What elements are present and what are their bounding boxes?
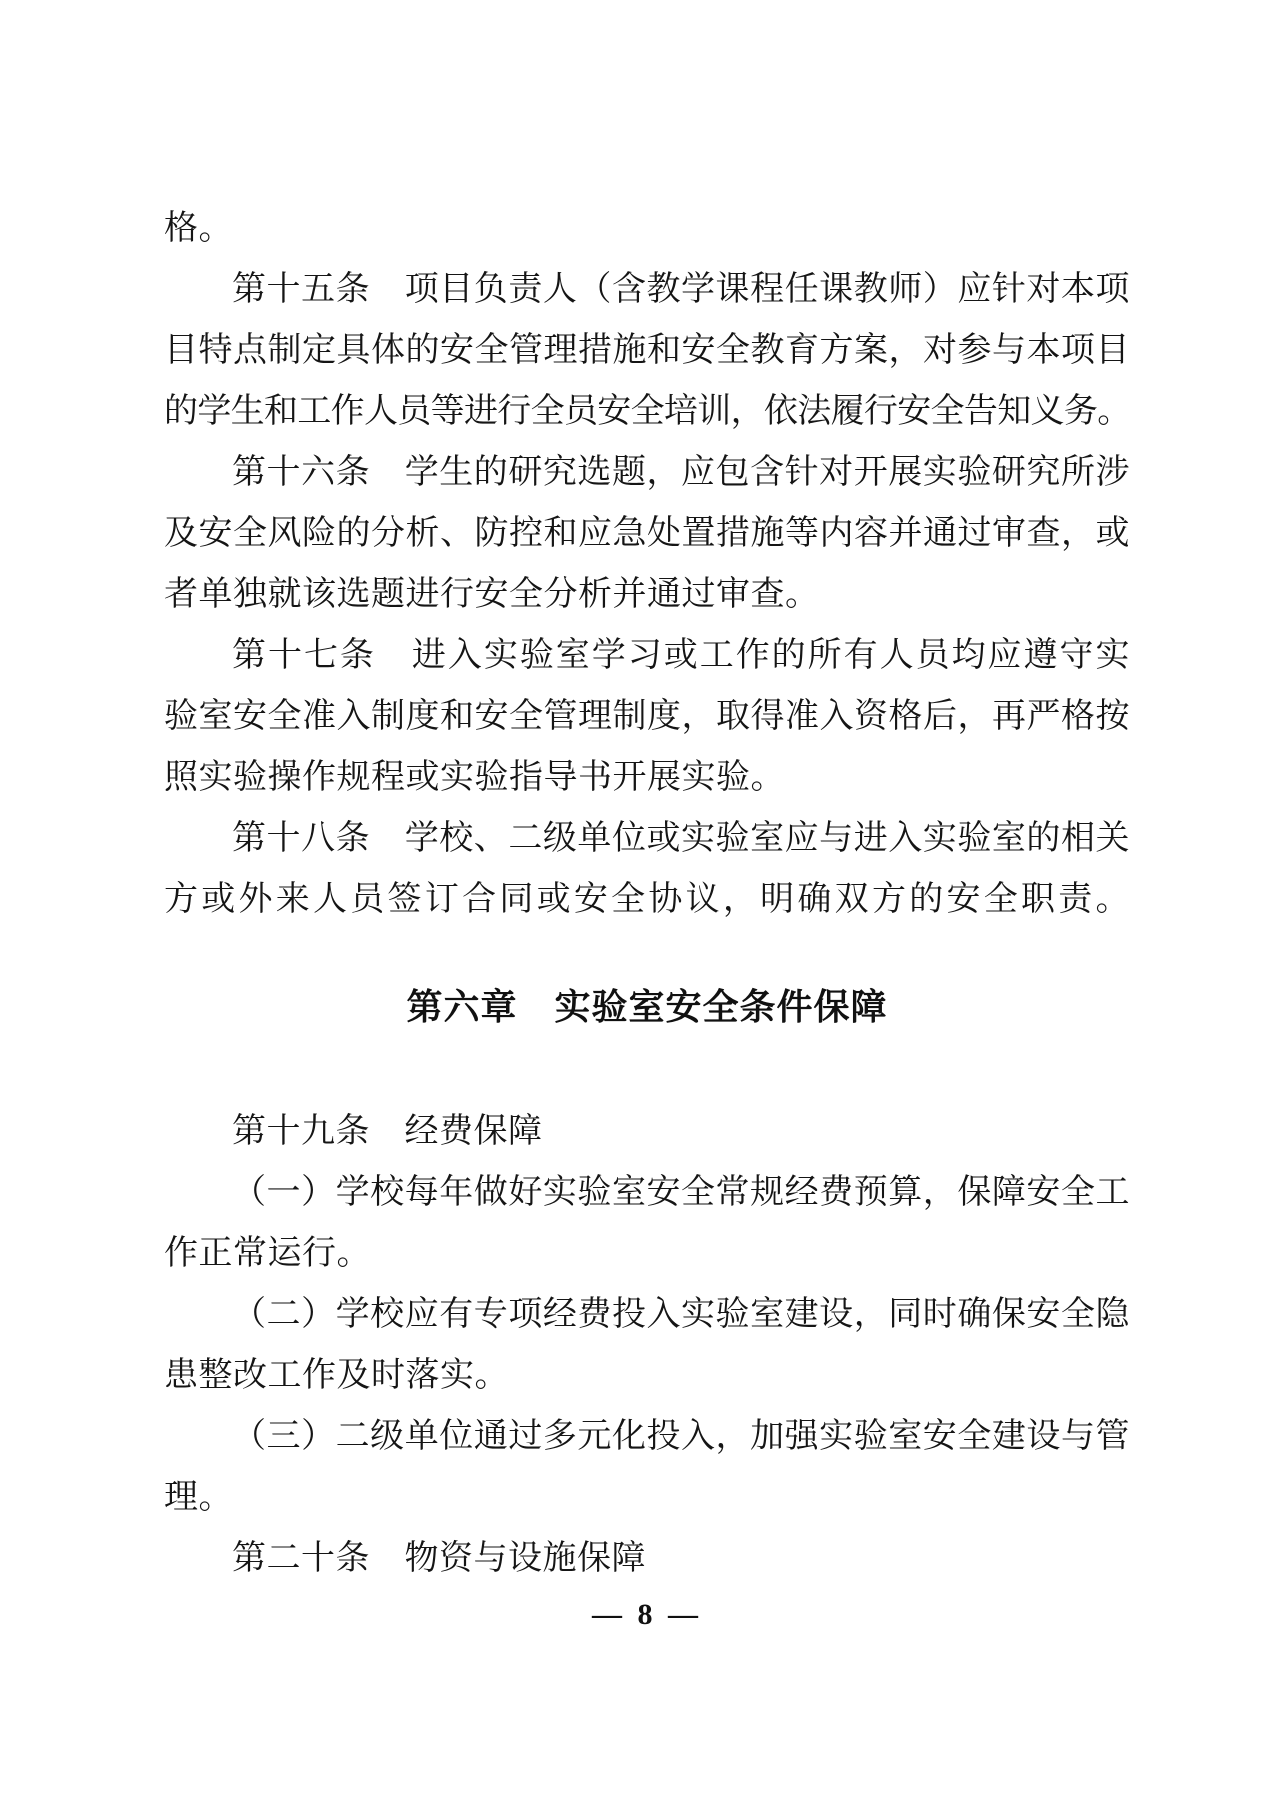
body-line: 照实验操作规程或实验指导书开展实验。 bbox=[164, 759, 785, 796]
body-line: 第十九条 经费保障 bbox=[232, 1113, 543, 1150]
body-line: 格。 bbox=[164, 210, 233, 247]
body-line: 第十六条 学生的研究选题，应包含针对开展实验研究所涉 bbox=[232, 454, 1130, 491]
chapter-heading: 第六章 实验室安全条件保障 bbox=[406, 986, 888, 1027]
body-line: 理。 bbox=[164, 1479, 233, 1516]
page-number: — 8 — bbox=[592, 1598, 702, 1631]
body-line: 第十八条 学校、二级单位或实验室应与进入实验室的相关 bbox=[232, 820, 1130, 857]
body-line: 患整改工作及时落实。 bbox=[164, 1357, 509, 1394]
body-line: 验室安全准入制度和安全管理制度，取得准入资格后，再严格按 bbox=[164, 698, 1130, 735]
body-line: 目特点制定具体的安全管理措施和安全教育方案，对参与本项目 bbox=[164, 332, 1130, 369]
body-line: 及安全风险的分析、防控和应急处置措施等内容并通过审查，或 bbox=[164, 515, 1130, 552]
body-line: （一）学校每年做好实验室安全常规经费预算，保障安全工 bbox=[232, 1174, 1130, 1211]
body-line: 者单独就该选题进行安全分析并通过审查。 bbox=[164, 576, 820, 613]
body-line: 的学生和工作人员等进行全员安全培训，依法履行安全告知义务。 bbox=[164, 393, 1130, 430]
body-line: 第二十条 物资与设施保障 bbox=[232, 1540, 646, 1577]
body-line: 方或外来人员签订合同或安全协议，明确双方的安全职责。 bbox=[164, 881, 1130, 918]
body-line: （三）二级单位通过多元化投入，加强实验室安全建设与管 bbox=[232, 1418, 1130, 1455]
body-line: 第十五条 项目负责人（含教学课程任课教师）应针对本项 bbox=[232, 271, 1130, 308]
body-line: （二）学校应有专项经费投入实验室建设，同时确保安全隐 bbox=[232, 1296, 1130, 1333]
body-line: 第十七条 进入实验室学习或工作的所有人员均应遵守实 bbox=[232, 637, 1130, 674]
body-line: 作正常运行。 bbox=[164, 1235, 371, 1272]
